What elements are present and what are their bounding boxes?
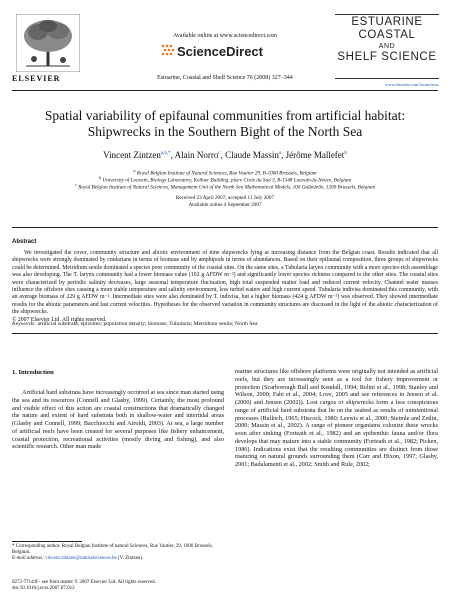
sciencedirect-dots-icon: [160, 43, 176, 57]
available-online-line: Available online at www.sciencedirect.com: [173, 33, 277, 39]
author-list: Vincent Zintzen$^{a,b,*}$, Alain Norro$^c$, Claude Massin$^a$, Jérôme Mallefet$^b$: [103, 150, 347, 160]
keywords-text: artificial substrata; epizoites; population density; biomass; Tubularia; Metridium senile; North Sea: [37, 321, 258, 327]
affiliation-marker: b: [98, 175, 102, 180]
doi-line: doi:10.1016/j.ecss.2007.07.012: [12, 586, 75, 592]
abstract-text: We investigated the cover, community structure and abiotic environment of nine shipwrecks lying at increasing distance from the Belgian coast. Results indicated that all shipwrecks were strongly dominated by cnidarians in terms of biomass and by amphipods in terms of abundances. Based on their epifaunal composition, three groups of shipwrecks could be determined. Metridium senile dominated a species poor community of the coastal sites. On the same sites, a Tubularia larynx community with a more species-rich assemblage was also developing. The T. larynx community had a lower biomass value (102 g AFDW m⁻²) and significantly lower species richness compared to the other sites. The coastal sites were characterized by periodic salinity decreases, large seasonal temperature fluctuation, high total suspended matter load and reduced current velocity. Channel water masses influence the offshore sites causing a more stable temperature and salinity environment, less turbid waters and high current speed. Tubularia indivisa dominated this community, with an average biomass of 229 g AFDW m⁻². Intermediate sites were also dominated by T. indivisa, but a higher biomass (424 g AFDW m⁻²) was observed. They showed intermediate results for the abiotic parameters and fast current velocities. Hypotheses for the observed variation in community structures are discussed in the light of the abiotic characterization of the shipwrecks.: [12, 250, 438, 316]
abstract-rule-top: [12, 227, 438, 228]
abstract-rule-bottom: [12, 333, 438, 334]
masthead-rule-top: [335, 14, 439, 15]
intro-left-column: [12, 389, 224, 451]
title-line: Shipwrecks in the Southern Bight of the North Sea: [87, 124, 363, 139]
masthead-line: AND: [378, 43, 396, 50]
affiliation-text: University of Louvain, Biology Laboratory, Kellner Building, place Croix du Sud 3, B-1348 Louvain-la-Neuve, Belgium: [102, 177, 352, 184]
publisher-logo-text: ELSEVIER: [12, 74, 61, 83]
affiliation-text: Royal Belgian Institute of Natural Sciences, Management Unit of the North Sea Mathematical Models, 100 Gulledelle, 1200 Brussels, Belgium: [78, 184, 375, 191]
author-affiliation-marker[interactable]: a: [278, 151, 282, 156]
masthead-line: COASTAL: [358, 29, 416, 41]
affiliation: [12, 181, 438, 192]
journal-masthead: [335, 16, 439, 64]
title-line: Spatial variability of epifaunal communities from artificial habitat:: [44, 108, 406, 123]
footnote: [12, 544, 224, 563]
sciencedirect-wordmark: ScienceDirect: [177, 44, 263, 59]
author-name[interactable]: Alain Norro: [174, 150, 219, 160]
front-matter: [12, 580, 224, 592]
author-name[interactable]: Claude Massin: [225, 150, 279, 160]
available-online-date: Available online 4 September 2007: [188, 202, 262, 208]
author-affiliation-marker[interactable]: b: [344, 151, 347, 156]
author-affiliation-marker[interactable]: a,b,*: [160, 151, 171, 156]
masthead-rule-bottom: [335, 78, 439, 79]
author-name[interactable]: Jérôme Mallefet: [285, 150, 345, 160]
abstract-copyright: © 2007 Elsevier Ltd. All rights reserved.: [12, 316, 107, 323]
header-rule: [12, 90, 438, 91]
section-heading: 1. Introduction: [12, 369, 54, 376]
journal-citation: Estuarine, Coastal and Shelf Science 76 (2008) 327–344: [157, 75, 293, 81]
affiliation-marker: c: [74, 182, 77, 187]
issn-line: 0272-7714/$ - see front matter © 2007 Elsevier Ltd. All rights reserved.: [12, 580, 156, 585]
corresponding-author-note: * Corresponding author. Royal Belgian Institute of natural Sciences, Rue Vautier, 29, 1000 Brussels, Belgium.: [12, 544, 213, 556]
keywords: [12, 321, 438, 327]
email-suffix: (V. Zintzen).: [117, 556, 144, 562]
author-affiliation-marker[interactable]: c: [218, 151, 221, 156]
email-line: [12, 556, 224, 562]
email-label: E-mail address:: [12, 556, 44, 562]
received-dates: Received 23 April 2007; accepted 11 July 2007: [175, 195, 275, 201]
elsevier-tree-logo: [16, 14, 80, 72]
intro-right-column: [235, 368, 438, 469]
masthead-line: SHELF SCIENCE: [337, 51, 437, 63]
keywords-label: Keywords:: [12, 321, 37, 327]
abstract-heading: Abstract: [12, 239, 37, 245]
affiliation-text: Royal Belgian Institute of Natural Sciences, Rue Vautier 29, B-1000 Brussels, Belgium: [136, 170, 317, 177]
intro-paragraph: Artificial hard substrata have increasingly occurred at sea since man started using the sea and its resources (Connell and Glasby, 1999). Certainly, the most profound and visible effect of this action are coastal constructions that dramatically changed the nature and extent of hard substrata both in shallow-water and intertidal areas (Glasby and Connell, 1999; Bacchiocchi and Airoldi, 2003). At sea, a large number of artificial reefs have been created for several purposes like fishery enhancement, coastal protection, recreational activities (mostly diving and fishing), and also scientific research. Other man made: [12, 389, 224, 451]
intro-paragraph: marine structures like offshore platforms were originally not intended as artificial reefs, but they are increasingly seen as a tool for fishery improvement or protection (Scarborough Bull and Kendall, 1994; Relini et al., 1998; Stanley and Wilson, 2000; Fabi et al., 2004; Love, 2005 and see references in Jensen et al. (2000) and Jensen (2002)). Lost cargos or shipwrecks form a less conspicuous range of artificial hard substrata that lie on the seabed as results of unintentional processes (Bulloch, 1965; Hiscock, 1980; Leewis et al., 2000; Steimle and Zetlin, 2000; Massin et al., 2002). A range of pioneer organisms colonize these wrecks soon after sinking (Forteath et al., 1982) and an epibenthic fauna and/or flora develops that may mature into a stable community (Forteath et al., 1982; Picken, 1986). Indications exist that the resulting communities are distinct from those maturing on natural grounds surrounding them (Carr and Hixon, 1997; Glasby, 2001; Badalamenti et al., 2002; Smith and Rule, 2002;: [235, 368, 438, 468]
article-title: [12, 108, 438, 140]
footnote-rule: [12, 541, 82, 542]
affiliation-marker: a: [133, 168, 136, 173]
abstract-body: [12, 250, 438, 324]
masthead-line: ESTUARINE: [351, 16, 423, 28]
email-link[interactable]: vincent.zintzen@naturalsciences.be: [45, 556, 117, 562]
author-name[interactable]: Vincent Zintzen: [103, 150, 161, 160]
journal-url-link[interactable]: www.elsevier.com/locate/ecss: [385, 82, 439, 87]
